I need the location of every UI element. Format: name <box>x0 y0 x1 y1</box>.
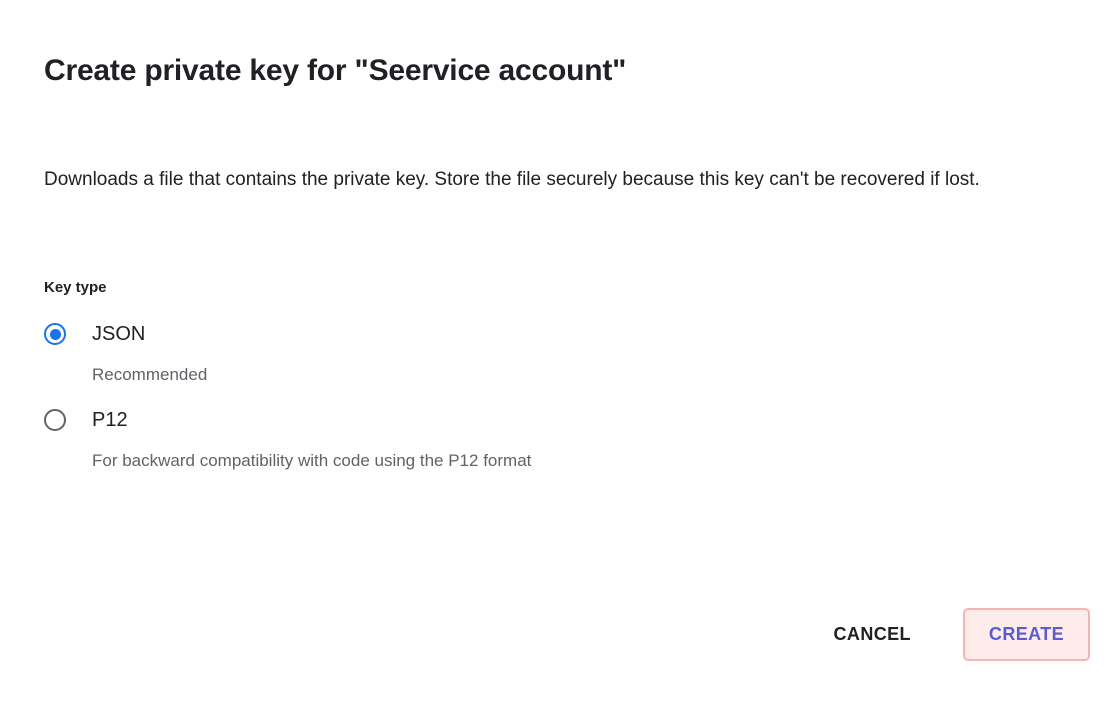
radio-selected-icon[interactable] <box>44 323 66 345</box>
key-type-radio-group <box>44 313 944 485</box>
radio-inner-dot <box>50 329 61 340</box>
cancel-button[interactable]: CANCEL <box>818 614 927 655</box>
radio-label-json: JSON <box>92 322 146 345</box>
radio-label-p12: P12 <box>92 408 128 431</box>
create-button[interactable]: CREATE <box>963 608 1090 661</box>
radio-option-json[interactable] <box>44 313 944 355</box>
radio-option-p12[interactable] <box>44 399 944 441</box>
dialog-actions <box>818 608 1090 661</box>
page-title: Create private key for "Seervice account" <box>44 54 627 87</box>
radio-unselected-icon[interactable] <box>44 409 66 431</box>
radio-help-json: Recommended <box>92 365 208 384</box>
dialog-description: Downloads a file that contains the private key. Store the file securely because this key can't be recovered if lost. <box>44 169 980 190</box>
radio-help-p12: For backward compatibility with code using the P12 format <box>92 451 532 470</box>
radio-inner-dot <box>50 415 61 426</box>
key-type-label: Key type <box>44 279 107 296</box>
